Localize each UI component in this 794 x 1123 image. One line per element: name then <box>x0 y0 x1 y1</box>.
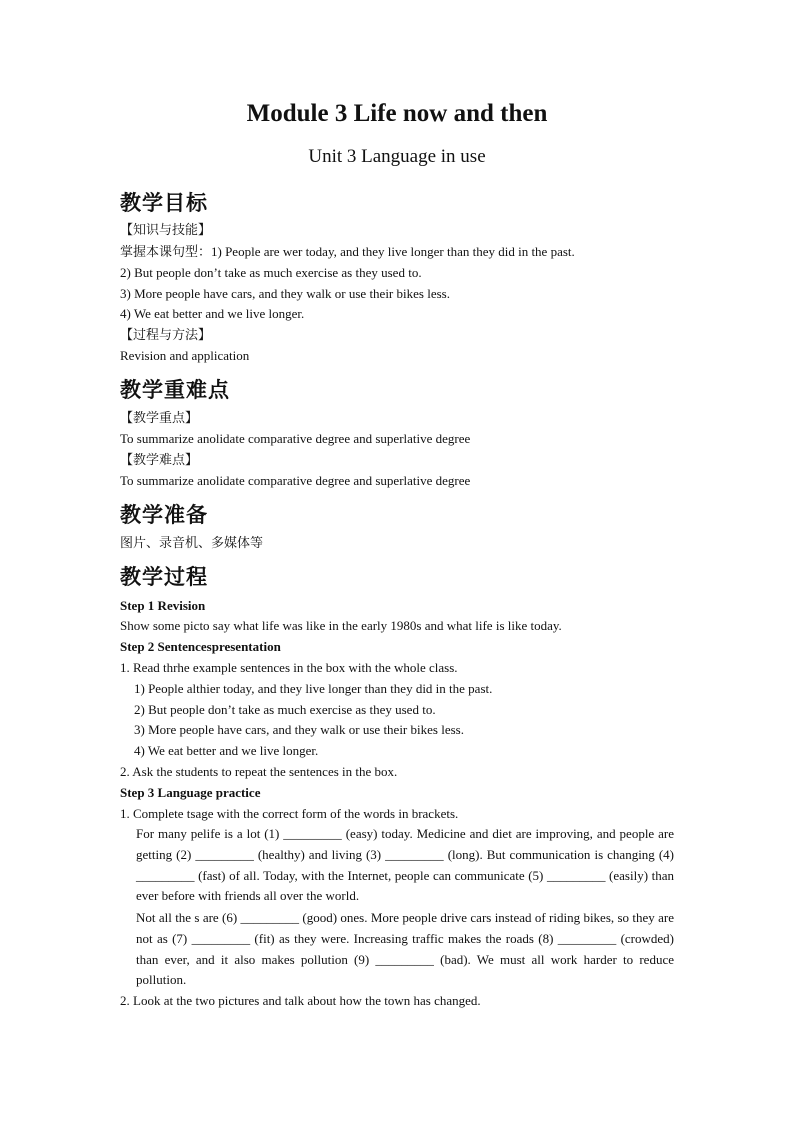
focus-label: 【教学重点】 <box>120 410 199 425</box>
key-points-heading: 教学重难点 <box>120 378 230 402</box>
step2-item2: 2. Ask the students to repeat the sentences in the box. <box>120 764 398 779</box>
step2-sentence-2: 2) But people don’t take as much exercise as they used to. <box>134 702 436 717</box>
objective-line-3: 3) More people have cars, and they walk or use their bikes less. <box>120 286 450 301</box>
objective-line-4: 4) We eat better and we live longer. <box>120 306 305 321</box>
unit-subtitle: Unit 3 Language in use <box>308 146 486 167</box>
process-method-label: 【过程与方法】 <box>120 327 212 342</box>
step1-title: Step 1 Revision <box>120 598 206 613</box>
process-method-text: Revision and application <box>120 348 250 363</box>
objective-line-2: 2) But people don’t take as much exercise as they used to. <box>120 265 422 280</box>
difficulty-text: To summarize anolidate comparative degree and superlative degree <box>120 473 471 488</box>
knowledge-label: 【知识与技能】 <box>120 222 212 237</box>
step3-item2: 2. Look at the two pictures and talk about how the town has changed. <box>120 993 481 1008</box>
exercise-paragraph-1: For many pelife is a lot (1) _________ (easy) today. Medicine and diet are improving, and people are getting (2) _________ (healthy) and living (3) _________ (long). But communication is changing (4) _________ (fast) of all. Today, with the Internet, people can communicate (5) _________ (easily) than ever before with friends all over the world. <box>136 826 674 904</box>
step2-sentence-3: 3) More people have cars, and they walk or use their bikes less. <box>134 722 464 737</box>
step1-text: Show some picto say what life was like in the early 1980s and what life is like today. <box>120 618 562 633</box>
preparation-heading: 教学准备 <box>120 503 208 527</box>
module-title: Module 3 Life now and then <box>246 100 548 127</box>
step2-title: Step 2 Sentencespresentation <box>120 639 281 654</box>
process-heading: 教学过程 <box>120 565 208 589</box>
preparation-text: 图片、录音机、多媒体等 <box>120 535 264 550</box>
difficulty-label: 【教学难点】 <box>120 452 199 467</box>
step3-item1: 1. Complete tsage with the correct form of the words in brackets. <box>120 806 459 821</box>
step2-item1: 1. Read thrhe example sentences in the box with the whole class. <box>120 660 458 675</box>
exercise-paragraph-2: Not all the s are (6) _________ (good) ones. More people drive cars instead of riding bikes, so they are not as (7) _________ (fit) as they were. Increasing traffic makes the roads (8) _________ (crowded) than ever, and it also makes pollution (9) _________ (bad). We must all work harder to reduce pollution. <box>136 910 674 988</box>
objectives-heading: 教学目标 <box>120 191 208 215</box>
objective-line-1: 掌握本课句型：1) People are wer today, and they live longer than they did in the past. <box>120 244 575 259</box>
step2-sentence-1: 1) People althier today, and they live longer than they did in the past. <box>134 681 493 696</box>
focus-text: To summarize anolidate comparative degree and superlative degree <box>120 431 471 446</box>
step3-title: Step 3 Language practice <box>120 785 261 800</box>
step2-sentence-4: 4) We eat better and we live longer. <box>134 743 319 758</box>
